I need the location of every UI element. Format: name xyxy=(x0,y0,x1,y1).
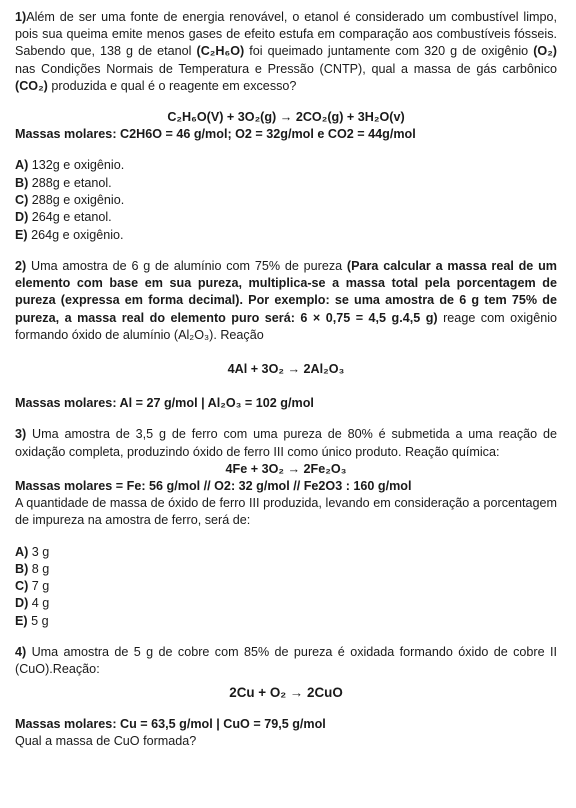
option-letter: B) xyxy=(15,175,29,190)
question-2-molar-masses: Massas molares: Al = 27 g/mol | Al₂O₃ = 102 g/mol xyxy=(15,396,314,411)
question-1-options xyxy=(15,157,557,243)
option-letter: C) xyxy=(15,579,29,594)
option-letter: D) xyxy=(15,210,29,225)
question-1-reaction: C₂H₆O(V) + 3O₂(g) → 2CO₂(g) + 3H₂O(v) xyxy=(167,110,405,125)
question-3-reaction: 4Fe + 3O₂ → 2Fe₂O₃ xyxy=(225,461,347,476)
question-4-molar-masses: Massas molares: Cu = 63,5 g/mol | CuO = 79,5 g/mol xyxy=(15,716,326,731)
question-3-molar-masses: Massas molares = Fe: 56 g/mol // O2: 32 g/mol // Fe2O3 : 160 g/mol xyxy=(15,478,412,493)
option-text: 3 g xyxy=(28,544,50,559)
question-4-text-a: Uma amostra de 5 g de cobre com 85% de pureza é oxidada formando óxido de cobre II (CuO).Reação: xyxy=(15,645,557,677)
question-4-reaction: 2Cu + O₂ → 2CuO xyxy=(229,685,343,701)
question-4-number: 4) xyxy=(15,645,27,660)
option-letter: D) xyxy=(15,596,29,611)
question-1-text-b: foi queimado juntamente com 320 g de oxigênio xyxy=(244,44,534,59)
question-2-statement xyxy=(15,258,557,344)
question-1-text-d: produzida e qual é o reagente em excesso? xyxy=(47,78,297,93)
document-page xyxy=(15,9,557,750)
question-1-molar-masses: Massas molares: C2H6O = 46 g/mol; O2 = 32g/mol e CO2 = 44g/mol xyxy=(15,127,416,142)
option-c xyxy=(15,192,557,209)
option-letter: E) xyxy=(15,613,28,628)
option-letter: C) xyxy=(15,193,29,208)
option-d xyxy=(15,595,557,612)
question-3-question: A quantidade de massa de óxido de ferro III produzida, levando em consideração a porcentagem de impureza na amostra de ferro, será de: xyxy=(15,496,557,528)
option-text: 288g e oxigênio. xyxy=(28,193,125,208)
option-e xyxy=(15,613,557,630)
co2-formula: (CO₂) xyxy=(15,78,48,93)
option-e xyxy=(15,227,557,244)
question-2-purity-note: (Para calcular a massa real de um elemento com base em sua pureza, multiplica-se a massa total pela porcentagem de pureza (expressa em forma decimal). Por exemplo: se uma amostra de 6 g tem 75% de pureza, a massa real do elemento puro será: 6 × 0,75 = 4,5 g.4,5 g) xyxy=(15,258,557,325)
option-text: 264g e oxigênio. xyxy=(27,227,124,242)
question-1-statement xyxy=(15,9,557,95)
question-1-text-a: Além de ser uma fonte de energia renovável, o etanol é considerado um combustível limpo, pois sua queima emite menos gases de efeito estufa em comparação aos combustíveis fósseis. Sabendo que, 138 g de etanol xyxy=(15,10,557,59)
option-text: 288g e etanol. xyxy=(28,175,112,190)
option-letter: A) xyxy=(15,544,29,559)
question-2-text-b: reage com oxigênio formando óxido de alumínio (Al₂O₃). Reação xyxy=(15,310,558,342)
question-3-statement xyxy=(15,426,557,460)
option-b xyxy=(15,561,557,578)
question-2-reaction: 4Al + 3O₂ → 2Al₂O₃ xyxy=(227,361,345,376)
question-4-question: Qual a massa de CuO formada? xyxy=(15,733,197,748)
option-a xyxy=(15,544,557,561)
option-letter: E) xyxy=(15,227,28,242)
option-text: 7 g xyxy=(28,579,50,594)
question-3-text-a: Uma amostra de 3,5 g de ferro com uma pureza de 80% é submetida a uma reação de oxidação completa, produzindo óxido de ferro III como único produto. Reação química: xyxy=(15,427,557,459)
option-text: 132g e oxigênio. xyxy=(28,158,125,173)
option-letter: B) xyxy=(15,561,29,576)
option-text: 4 g xyxy=(28,596,50,611)
option-text: 8 g xyxy=(28,561,50,576)
question-1-text-c: nas Condições Normais de Temperatura e Pressão (CNTP), qual a massa de gás carbônico xyxy=(15,61,557,76)
question-4-statement xyxy=(15,644,557,678)
option-a xyxy=(15,157,557,174)
question-1-number: 1) xyxy=(15,10,27,24)
question-2-text-a: Uma amostra de 6 g de alumínio com 75% de pureza xyxy=(26,258,347,273)
ethanol-formula: (C₂H₆O) xyxy=(196,44,245,59)
option-text: 5 g xyxy=(27,613,49,628)
question-3-number: 3) xyxy=(15,427,27,442)
option-c xyxy=(15,578,557,595)
option-d xyxy=(15,209,557,226)
option-letter: A) xyxy=(15,158,29,173)
question-2-number: 2) xyxy=(15,258,27,273)
question-3-options xyxy=(15,544,557,630)
option-b xyxy=(15,175,557,192)
oxygen-formula: (O₂) xyxy=(533,44,557,59)
option-text: 264g e etanol. xyxy=(28,210,112,225)
